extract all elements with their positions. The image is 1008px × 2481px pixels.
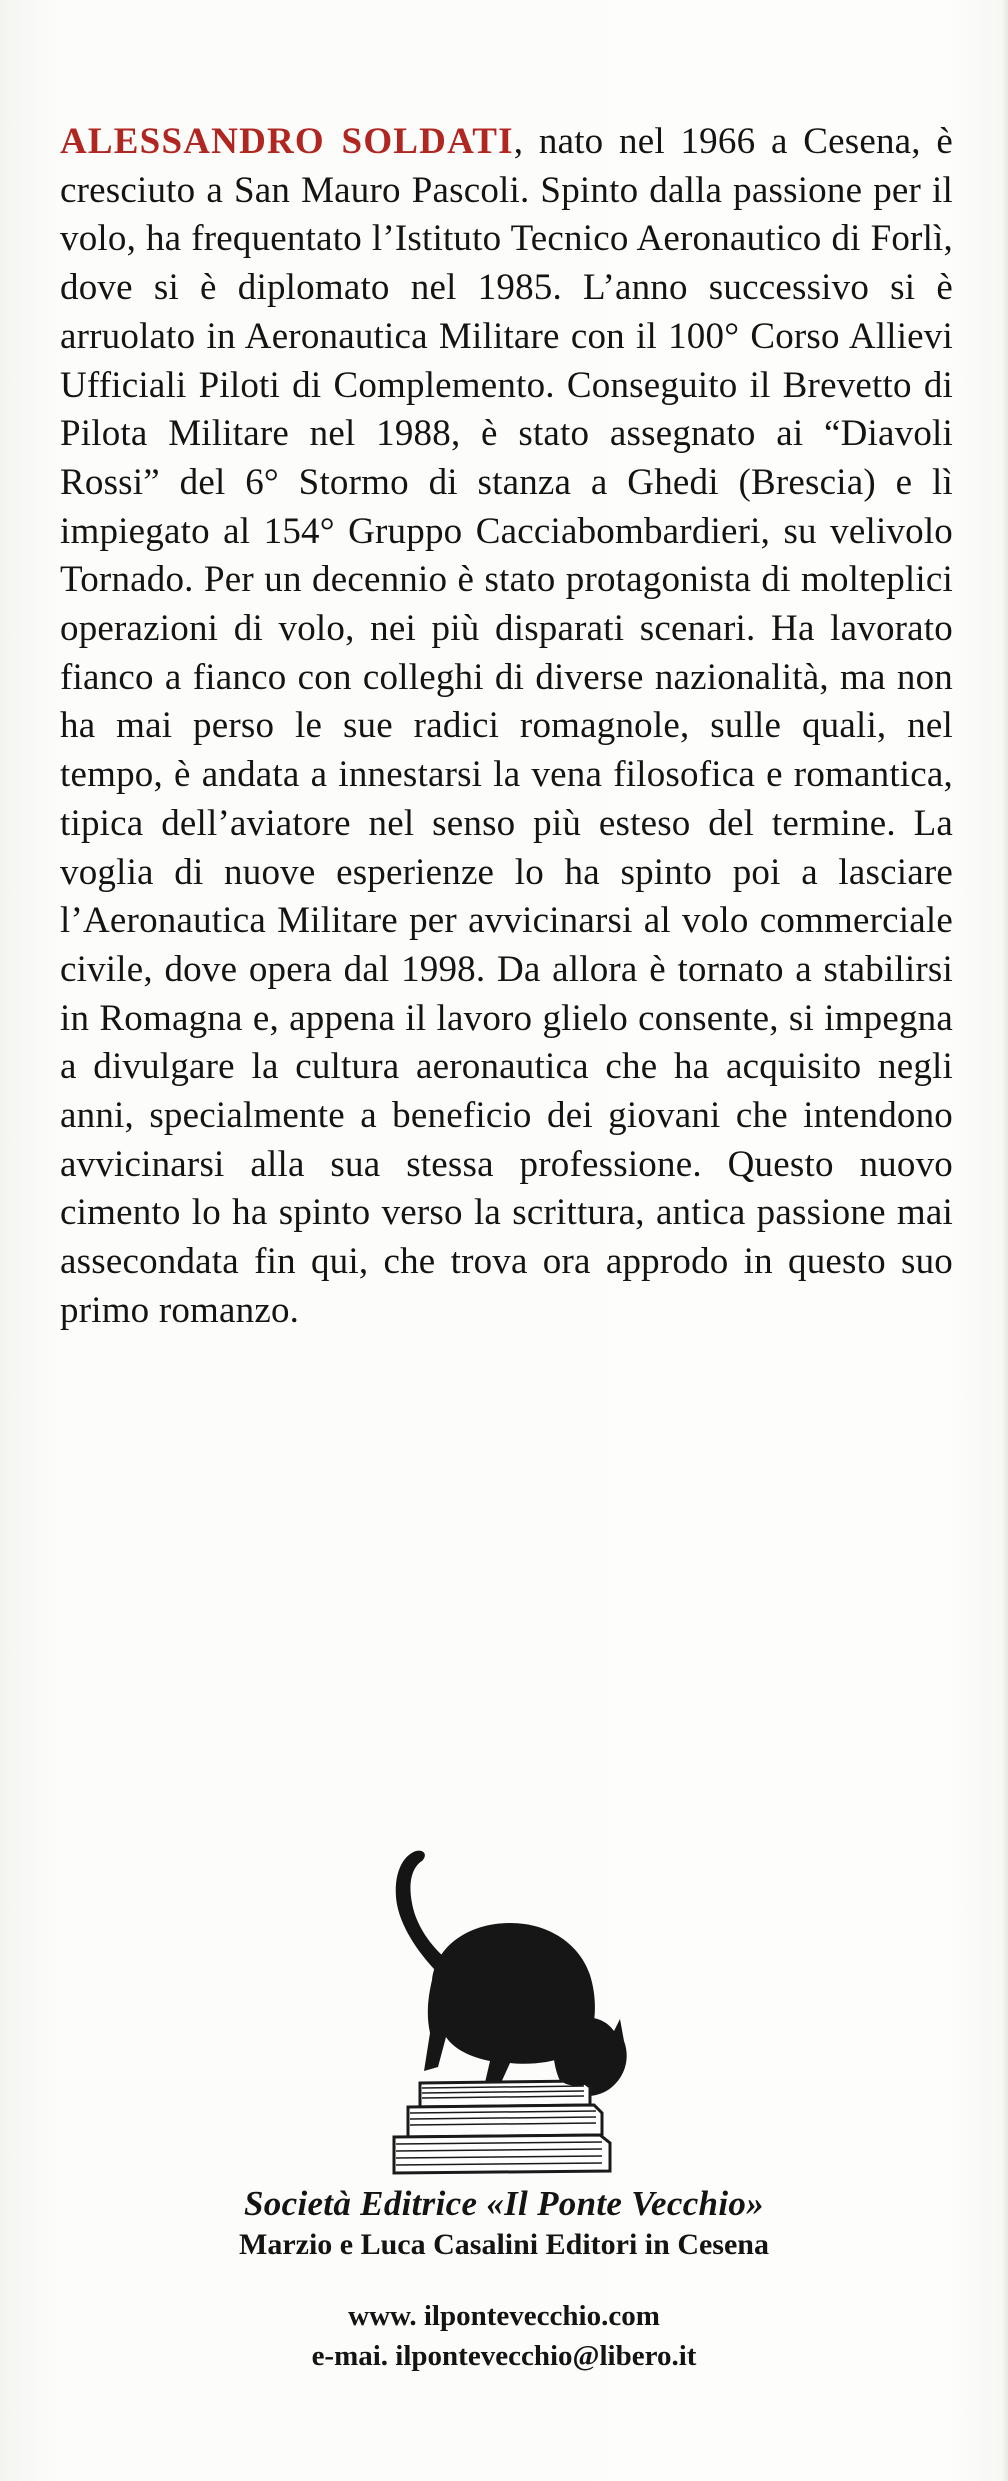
- cat-on-books-icon: [350, 1805, 650, 2185]
- page-edge-shadow: [1002, 0, 1008, 2481]
- publisher-name: Società Editrice «Il Ponte Vecchio»: [244, 2184, 764, 2223]
- publisher-editors: Marzio e Luca Casalini Editori in Cesena: [239, 2228, 769, 2261]
- biography-text: , nato nel 1966 a Cesena, è cresciuto a San Mauro Pascoli. Spinto dalla passione per il volo, ha frequentato l’Istituto Tecnico Aeronautico di Forlì, dove si è diplomato nel 1985. L’anno successivo si è arruolato in Aeronautica Militare con il 100° Corso Allievi Ufficiali Piloti di Complemento. Conseguito il Brevetto di Pilota Militare nel 1988, è stato assegnato ai “Diavoli Rossi” del 6° Stormo di stanza a Ghedi (Brescia) e lì impiegato al 154° Gruppo Cacciabombardieri, su velivolo Tornado. Per un decennio è stato protagonista di molteplici operazioni di volo, nei più disparati scenari. Ha lavorato fianco a fianco con colleghi di diverse nazionalità, ma non ha mai perso le sue radici romagnole, sulle quali, nel tempo, è andata a innestarsi la vena filosofica e romantica, tipica dell’aviatore nel senso più esteso del termine. La voglia di nuove esperienze lo ha spinto poi a lasciare l’Aeronautica Militare per avvicinarsi al volo commerciale civile, dove opera dal 1998. Da allora è tornato a stabilirsi in Romagna e, appena il lavoro glielo consente, si impegna a divulgare la cultura aeronautica che ha acquisito negli anni, specialmente a beneficio dei giovani che intendono avvicinarsi alla sua stessa professione. Questo nuovo cimento lo ha spinto verso la scrittura, antica passione mai assecondata fin qui, che trova ora approdo in questo suo primo romanzo.: [60, 121, 953, 1331]
- author-biography: [60, 118, 953, 1336]
- author-name: ALESSANDRO SOLDATI: [60, 121, 514, 162]
- book-stack: [394, 2081, 610, 2173]
- publisher-email: e-mai. ilpontevecchio@libero.it: [311, 2340, 697, 2372]
- publisher-website: www. ilpontevecchio.com: [348, 2300, 660, 2332]
